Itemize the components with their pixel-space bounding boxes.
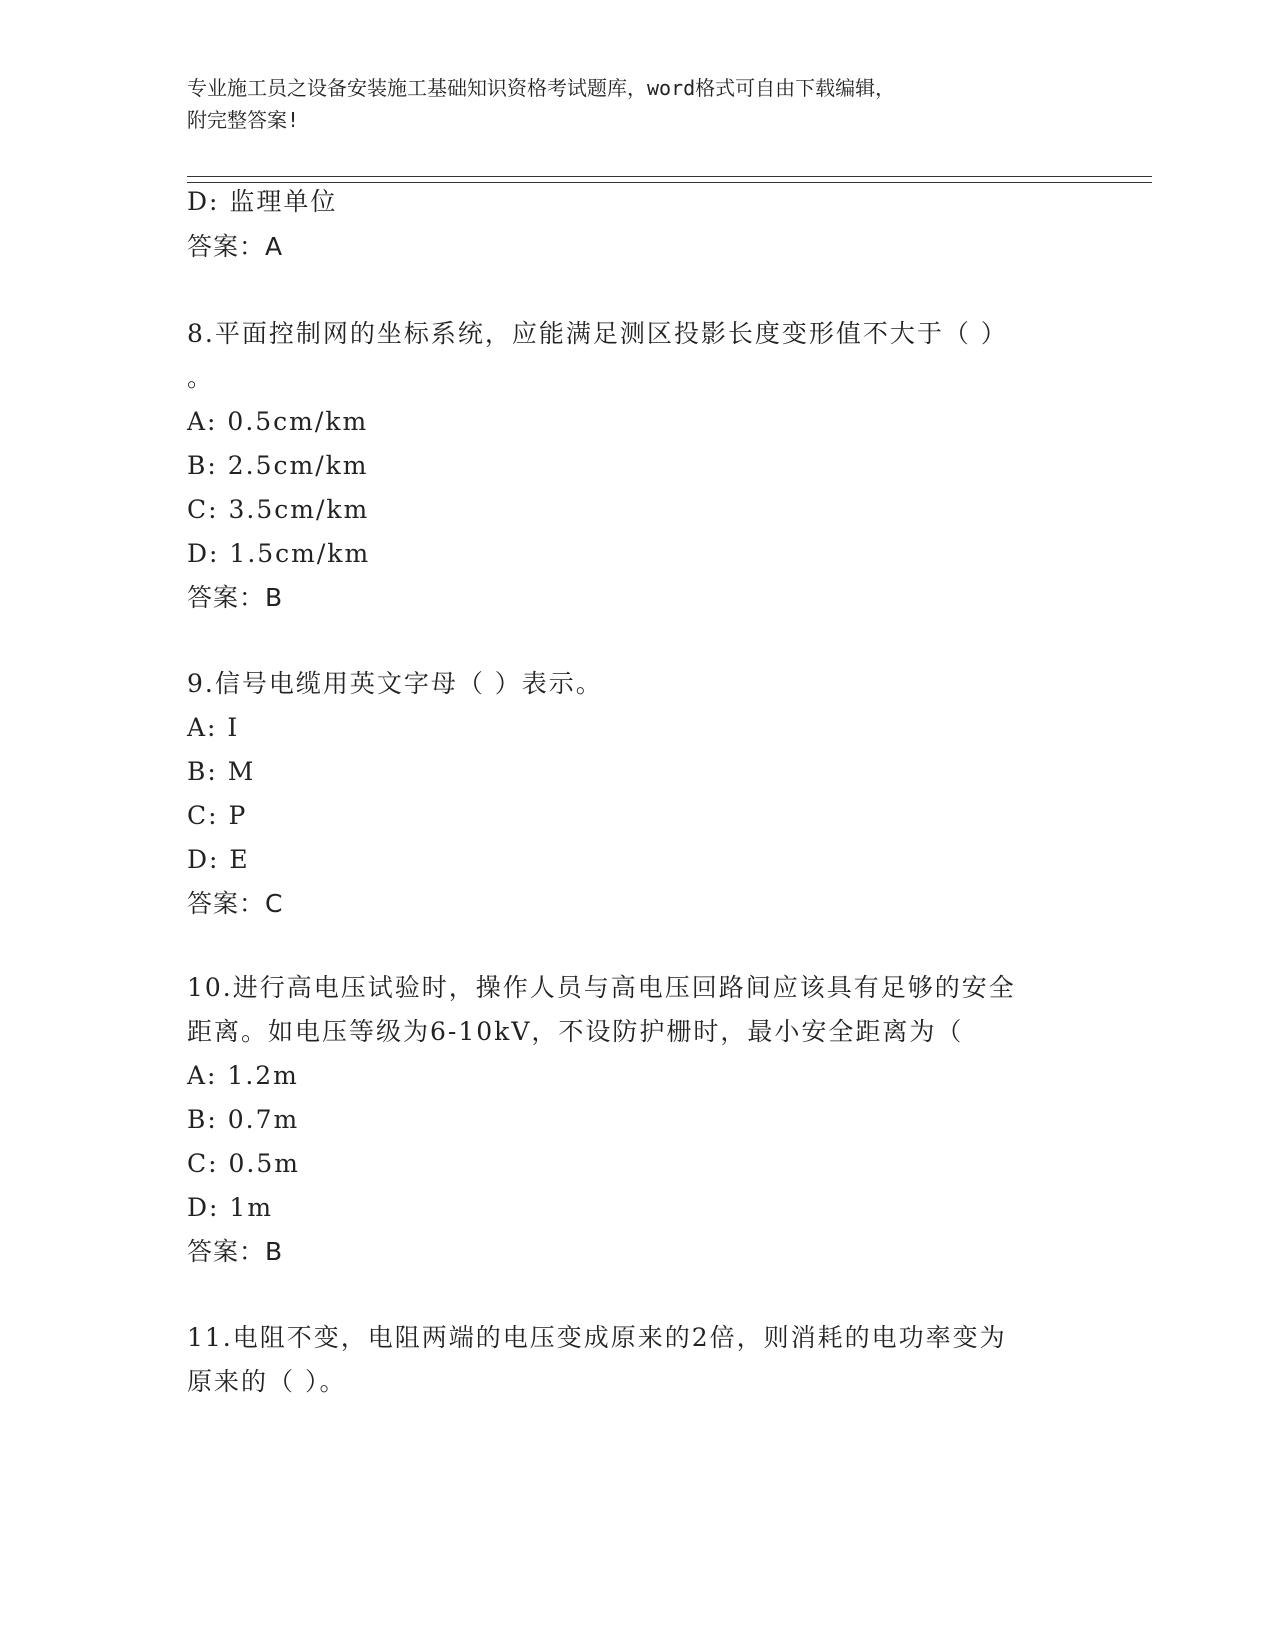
q10-option-d: D: 1m xyxy=(187,1193,274,1222)
q9-answer: 答案：C xyxy=(187,889,284,918)
q8-option-d: D: 1.5cm/km xyxy=(187,539,371,568)
q9-option-a: A: I xyxy=(187,713,240,742)
q8-option-a: A: 0.5cm/km xyxy=(187,407,369,436)
q10-option-a: A: 1.2m xyxy=(187,1061,299,1090)
q8-option-c: C: 3.5cm/km xyxy=(187,495,370,524)
q10-option-c: C: 0.5m xyxy=(187,1149,300,1178)
q9-option-b: B: M xyxy=(187,757,256,786)
q8-option-b: B: 2.5cm/km xyxy=(187,451,369,480)
q10-stem-line-2: 距离。如电压等级为6-10kV，不设防护栅时，最小安全距离为（ xyxy=(187,1017,964,1046)
q8-stem-line-2: 。 xyxy=(187,363,215,392)
q11-stem-line-1: 11.电阻不变，电阻两端的电压变成原来的2倍，则消耗的电功率变为 xyxy=(187,1323,1007,1352)
q9-stem-line-1: 9.信号电缆用英文字母（ ）表示。 xyxy=(187,669,603,698)
q10-option-b: B: 0.7m xyxy=(187,1105,300,1134)
q10-stem-line-1: 10.进行高电压试验时，操作人员与高电压回路间应该具有足够的安全 xyxy=(187,973,1016,1002)
q8-stem-line-1: 8.平面控制网的坐标系统，应能满足测区投影长度变形值不大于（ ） xyxy=(187,319,1008,348)
q9-option-d: D: E xyxy=(187,845,250,874)
header-divider-top xyxy=(187,176,1152,177)
header-line-2: 附完整答案! xyxy=(187,108,300,132)
q9-option-c: C: P xyxy=(187,801,248,830)
q11-stem-line-2: 原来的（ ）。 xyxy=(187,1367,347,1396)
prev-answer: 答案：A xyxy=(187,232,284,261)
q10-answer: 答案：B xyxy=(187,1237,284,1266)
page-header xyxy=(187,72,1087,136)
header-divider-bottom xyxy=(187,182,1152,183)
q8-answer: 答案：B xyxy=(187,583,284,612)
header-line-1: 专业施工员之设备安装施工基础知识资格考试题库，word格式可自由下载编辑， xyxy=(187,76,896,100)
prev-option-d: D: 监理单位 xyxy=(187,187,338,216)
